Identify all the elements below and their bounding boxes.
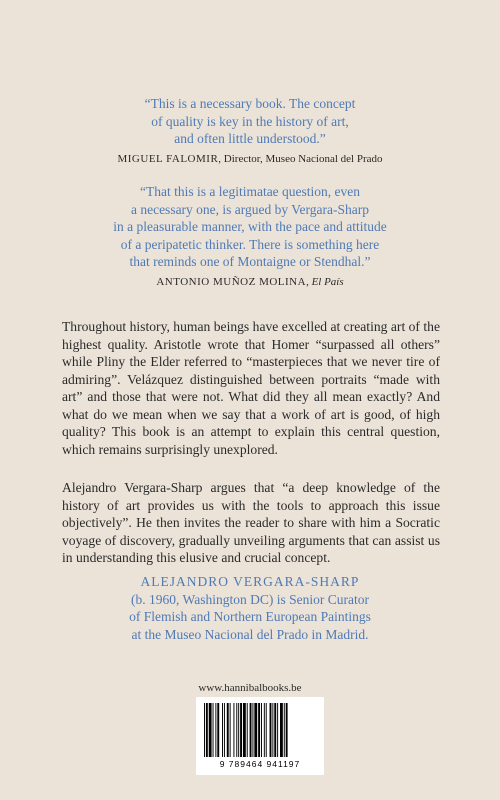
quote-line: that reminds one of Montaigne or Stendhal.” (129, 254, 371, 269)
barcode-bar (204, 703, 205, 757)
barcode-bar (233, 703, 234, 757)
barcode (196, 697, 324, 775)
isbn-number: 9 789464 941197 (219, 759, 301, 769)
barcode-bar (247, 703, 248, 757)
author-bio (0, 573, 500, 643)
barcode-bar (213, 703, 214, 757)
barcode-bars (202, 703, 318, 759)
quote-source: El País (311, 275, 344, 288)
barcode-bar (284, 703, 285, 757)
publisher-website[interactable]: www.hannibalbooks.be (198, 682, 302, 694)
barcode-bar (224, 703, 225, 757)
barcode-bar (272, 703, 273, 757)
author-bio-line: (b. 1960, Washington DC) is Senior Curator (131, 591, 369, 607)
quote-line: “That this is a legitimatae question, even (139, 184, 361, 199)
quote-author-role: , Director, Museo Nacional del Prado (218, 152, 383, 165)
quote-attribution: ANTONIO MUÑOZ MOLINA, El País (156, 275, 344, 288)
quote-munoz-molina (0, 183, 500, 291)
quote-line: of a peripatetic thinker. There is something here (120, 236, 380, 252)
barcode-bar (277, 703, 278, 757)
barcode-bar (254, 703, 257, 757)
barcode-bar (243, 703, 246, 757)
barcode-bar (280, 703, 283, 757)
quote-line: a necessary one, is argued by Vergara-Sharp (130, 201, 370, 217)
description-paragraph-1: Throughout history, human beings have excelled at creating art of the highest quality. Aristotle wrote that Homer “surpassed all others” while Pliny the Elder referred to “masterpieces that we never tire of admiring”. Velázquez distinguished between portraits “made with art” and those that were not. What did they all mean exactly? And what do we mean when we say that a work of art is good, of high quality? This book is an attempt to explain this central question, which remains surprisingly unexplored. (62, 319, 440, 457)
barcode-bar (252, 703, 253, 757)
barcode-bar (230, 703, 231, 757)
barcode-bar (258, 703, 260, 757)
barcode-bar (215, 703, 216, 757)
barcode-bar (270, 703, 272, 757)
barcode-bar (250, 703, 252, 757)
barcode-bar (206, 703, 208, 757)
quote-falomir (0, 95, 500, 168)
quote-attribution (0, 151, 500, 169)
quote-line: “This is a necessary book. The concept (144, 96, 356, 111)
quote-line: of quality is key in the history of art, (151, 113, 349, 129)
quote-line: and often little understood.” (174, 131, 326, 146)
author-name: ALEJANDRO VERGARA-SHARP (140, 574, 360, 589)
barcode-bar (209, 703, 212, 757)
quote-author: ANTONIO MUÑOZ MOLINA (156, 275, 307, 288)
barcode-bar (261, 703, 262, 757)
author-bio-line: of Flemish and Northern European Paintings (129, 609, 371, 624)
barcode-bar (264, 703, 265, 757)
barcode-bar (222, 703, 223, 757)
barcode-bar (227, 703, 229, 757)
barcode-bar (238, 703, 239, 757)
quote-author: MIGUEL FALOMIR (117, 152, 219, 165)
barcode-bar (240, 703, 242, 757)
barcode-bar (236, 703, 237, 757)
barcode-bar (217, 703, 219, 757)
barcode-bar (286, 703, 288, 757)
quote-line: in a pleasurable manner, with the pace and attitude (113, 219, 387, 234)
barcode-bar (274, 703, 276, 757)
description-paragraph-2: Alejandro Vergara-Sharp argues that “a deep knowledge of the history of art provides us with the tools to approach this issue objectively”. He then invites the reader to share with him a Socratic voyage of discovery, gradually unveiling arguments that can assist us in understanding this elusive and crucial concept. (62, 480, 440, 565)
barcode-bar (266, 703, 267, 757)
author-bio-line: at the Museo Nacional del Prado in Madrid. (131, 626, 369, 642)
